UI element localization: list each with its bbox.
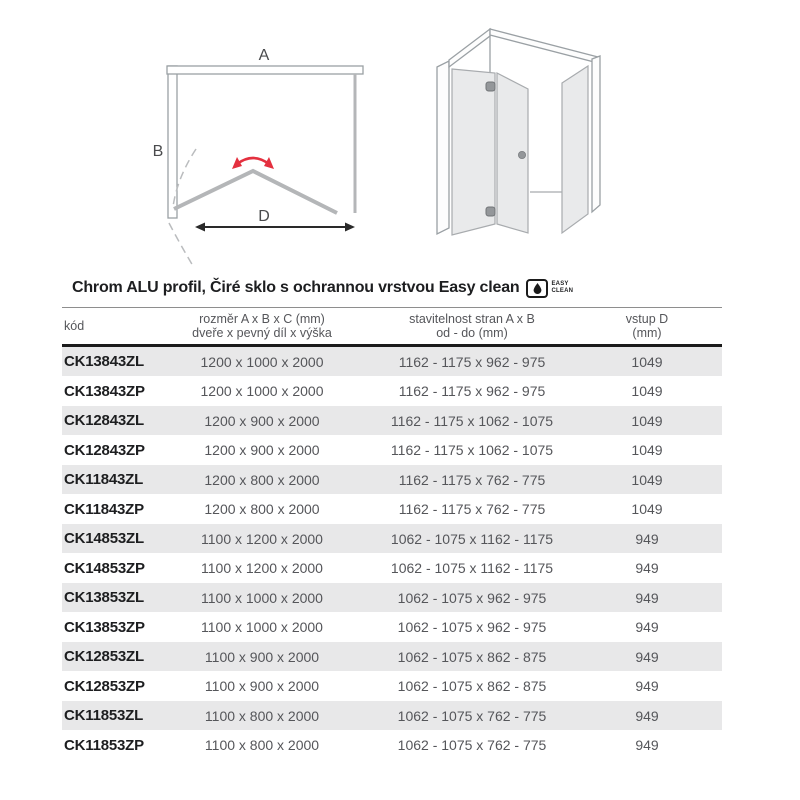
- cell-rozmer: 1200 x 1000 x 2000: [200, 353, 324, 370]
- cell-rozmer: 1200 x 1000 x 2000: [200, 383, 324, 399]
- cell-rozmer: 1100 x 800 x 2000: [204, 737, 320, 753]
- cell-kod: CK11853ZL: [64, 707, 144, 724]
- dimension-diagram-2d: [130, 18, 380, 276]
- cell-kod: CK11843ZP: [64, 500, 144, 518]
- table-row: [62, 730, 722, 760]
- cell-kod: CK13853ZP: [64, 618, 145, 636]
- table-row: [62, 701, 722, 731]
- door-hinge-bottom-icon: [486, 207, 495, 216]
- left-wall-profile-3d: [437, 61, 449, 234]
- table-row: [62, 345, 722, 376]
- easy-clean-label-line2: CLEAN: [551, 288, 574, 294]
- dimension-arrow-head-right: [345, 223, 355, 232]
- cell-vstup: 949: [635, 530, 659, 547]
- top-wall-profile: [168, 66, 177, 218]
- column-header-text: vstup D: [625, 312, 669, 326]
- page-title: Chrom ALU profil, Čiré sklo s ochrannou vrstvou Easy clean: [72, 279, 520, 296]
- cell-stavitelnost: 1162 - 1175 x 762 - 775: [398, 501, 546, 517]
- shower-enclosure-3d-illustration: [425, 12, 610, 252]
- right-wall-profile-3d: [592, 56, 600, 212]
- cell-stavitelnost: 1062 - 1075 x 762 - 775: [397, 707, 547, 724]
- cell-vstup: 1049: [631, 383, 663, 399]
- cell-rozmer: 1200 x 900 x 2000: [204, 412, 320, 429]
- cell-kod: CK11843ZL: [64, 471, 144, 488]
- dimension-arrow-head-left: [195, 223, 205, 232]
- cell-vstup: 1049: [631, 471, 663, 488]
- column-header-rozmer: [152, 308, 372, 346]
- cell-kod: CK12853ZP: [64, 677, 145, 695]
- door-knob-icon: [518, 151, 525, 158]
- table-row: [62, 465, 722, 495]
- folding-door-lines: [174, 171, 337, 213]
- cell-vstup: 949: [635, 619, 659, 635]
- cell-rozmer: 1100 x 800 x 2000: [204, 707, 320, 724]
- cell-stavitelnost: 1062 - 1075 x 762 - 775: [397, 737, 547, 753]
- cell-stavitelnost: 1162 - 1175 x 962 - 975: [398, 383, 546, 399]
- spec-table-header: [62, 308, 722, 346]
- cell-kod: CK13843ZL: [64, 353, 144, 370]
- column-header-text: (mm): [632, 326, 662, 341]
- column-header-kod: [62, 308, 152, 346]
- cell-vstup: 1049: [631, 353, 663, 370]
- cell-rozmer: 1100 x 900 x 2000: [204, 648, 320, 665]
- cell-kod: CK12843ZL: [64, 412, 144, 429]
- cell-vstup: 949: [635, 560, 659, 576]
- spec-table: [62, 307, 722, 760]
- column-header-text: kód: [64, 319, 85, 334]
- dimension-label-b: B: [152, 143, 164, 160]
- table-row: [62, 524, 722, 554]
- cell-vstup: 949: [635, 737, 659, 753]
- cell-stavitelnost: 1162 - 1175 x 762 - 775: [398, 471, 546, 488]
- cell-kod: CK13853ZL: [64, 589, 144, 606]
- cell-stavitelnost: 1062 - 1075 x 1162 - 1175: [390, 560, 554, 576]
- cell-rozmer: 1100 x 1000 x 2000: [201, 589, 323, 606]
- cell-rozmer: 1200 x 800 x 2000: [204, 471, 320, 488]
- table-row: [62, 435, 722, 465]
- door-hinge-top-icon: [486, 82, 495, 91]
- column-header-stavitelnost: [372, 308, 572, 346]
- cell-kod: CK14853ZL: [64, 530, 144, 547]
- table-row: [62, 494, 722, 524]
- table-row: [62, 642, 722, 672]
- cell-rozmer: 1200 x 900 x 2000: [204, 442, 320, 458]
- cell-kod: CK12853ZL: [64, 648, 144, 665]
- cell-rozmer: 1100 x 900 x 2000: [204, 678, 320, 694]
- cell-vstup: 949: [635, 648, 659, 665]
- fixed-glass-panel-right: [562, 66, 588, 233]
- cell-rozmer: 1100 x 1000 x 2000: [201, 619, 323, 635]
- cell-vstup: 949: [635, 589, 659, 606]
- column-header-text: stavitelnost stran A x B: [409, 312, 535, 326]
- cell-rozmer: 1100 x 1200 x 2000: [201, 560, 323, 576]
- table-row: [62, 671, 722, 701]
- cell-stavitelnost: 1062 - 1075 x 862 - 875: [397, 678, 547, 694]
- table-row: [62, 553, 722, 583]
- water-droplet-icon: [526, 279, 548, 298]
- table-row: [62, 612, 722, 642]
- column-header-text: rozměr A x B x C (mm): [199, 312, 325, 326]
- cell-kod: CK11853ZP: [64, 736, 144, 754]
- column-header-vstup: [572, 308, 722, 346]
- title-row: [72, 277, 573, 299]
- column-header-text: od - do (mm): [436, 326, 508, 341]
- door-swing-arrow-icon: [237, 158, 269, 164]
- table-row: [62, 376, 722, 406]
- left-wall-profile: [167, 66, 363, 74]
- cell-kod: CK12843ZP: [64, 441, 145, 459]
- cell-vstup: 949: [635, 707, 659, 724]
- cell-vstup: 1049: [631, 412, 663, 429]
- easy-clean-badge: [526, 279, 573, 298]
- column-header-text: dveře x pevný díl x výška: [192, 326, 332, 341]
- cell-vstup: 1049: [631, 501, 663, 517]
- cell-stavitelnost: 1062 - 1075 x 862 - 875: [397, 648, 547, 665]
- dimension-label-a: A: [258, 47, 270, 64]
- cell-vstup: 949: [635, 678, 659, 694]
- cell-stavitelnost: 1162 - 1175 x 962 - 975: [398, 353, 546, 370]
- cell-stavitelnost: 1162 - 1175 x 1062 - 1075: [390, 442, 554, 458]
- cell-stavitelnost: 1062 - 1075 x 962 - 975: [397, 589, 547, 606]
- easy-clean-label-line1: EASY: [551, 280, 569, 287]
- table-row: [62, 406, 722, 436]
- cell-rozmer: 1100 x 1200 x 2000: [201, 530, 323, 547]
- cell-rozmer: 1200 x 800 x 2000: [204, 501, 320, 517]
- top-right-rail: [490, 29, 598, 63]
- table-row: [62, 583, 722, 613]
- cell-stavitelnost: 1062 - 1075 x 962 - 975: [397, 619, 547, 635]
- door-swing-dashed-path: [169, 223, 193, 266]
- cell-stavitelnost: 1162 - 1175 x 1062 - 1075: [390, 412, 554, 429]
- top-left-rail: [449, 29, 490, 67]
- cell-kod: CK14853ZP: [64, 559, 145, 577]
- cell-vstup: 1049: [631, 442, 663, 458]
- dimension-label-d: D: [258, 208, 270, 225]
- spec-table-body: [62, 345, 722, 760]
- cell-kod: CK13843ZP: [64, 382, 145, 400]
- cell-stavitelnost: 1062 - 1075 x 1162 - 1175: [390, 530, 554, 547]
